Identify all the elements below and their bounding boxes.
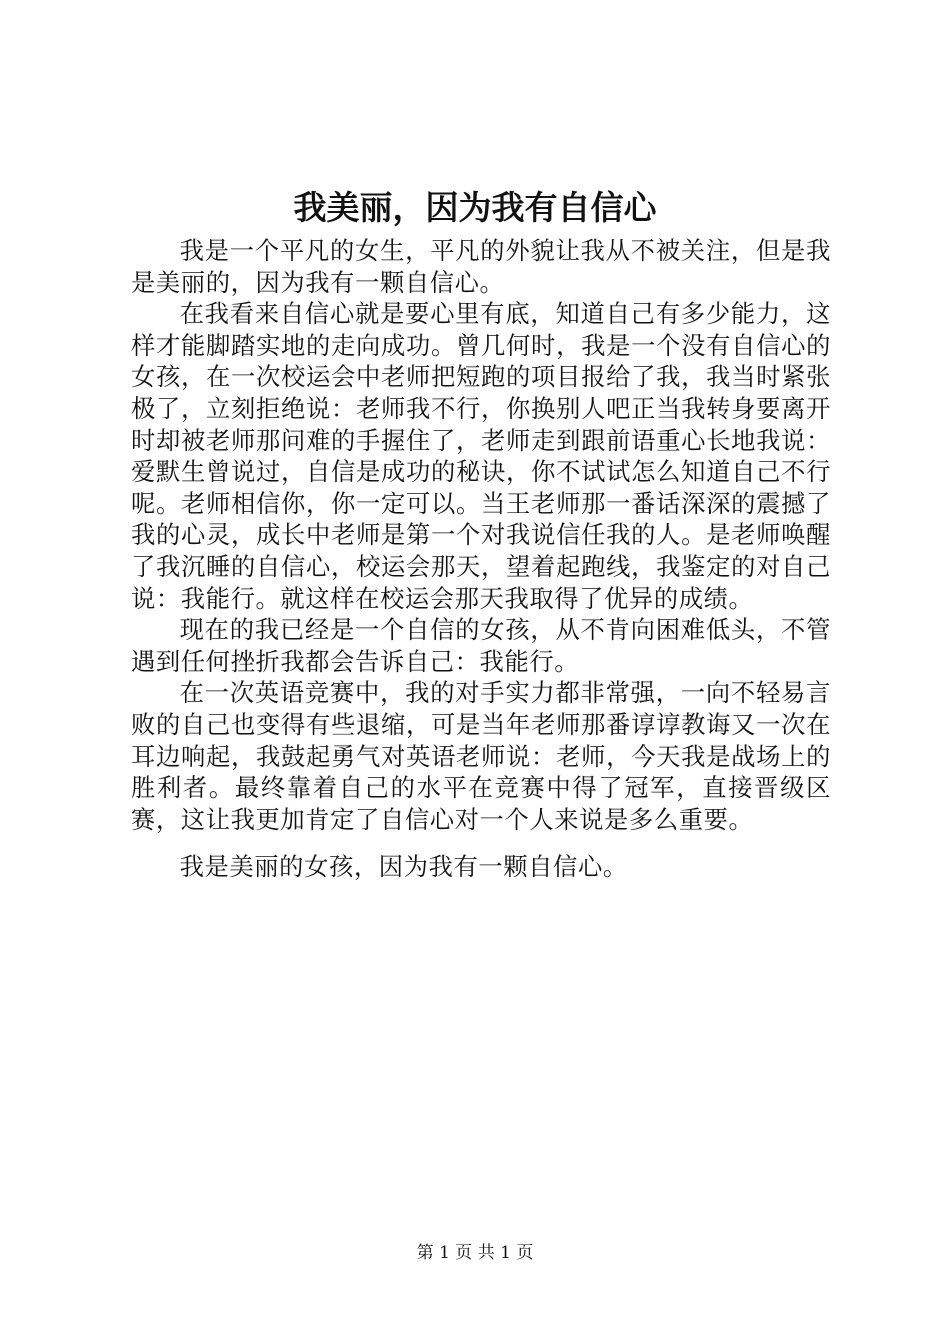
paragraph-3: 现在的我已经是一个自信的女孩，从不肯向困难低头，不管遇到任何挫折我都会告诉自己：我能行。 — [131, 615, 831, 676]
paragraph-5: 我是美丽的女孩，因为我有一颗自信心。 — [179, 852, 628, 882]
document-body — [131, 235, 831, 883]
paragraph-1: 我是一个平凡的女生，平凡的外貌让我从不被关注，但是我是美丽的，因为我有一颗自信心。 — [131, 236, 831, 297]
paragraph-2: 在我看来自信心就是要心里有底，知道自己有多少能力，这样才能脚踏实地的走向成功。曾几何时，我是一个没有自信心的女孩，在一次校运会中老师把短跑的项目报给了我，我当时紧张极了，立刻拒绝说：老师我不行，你换别人吧正当我转身要离开时却被老师那问难的手握住了，老师走到跟前语重心长地我说：爱默生曾说过，自信是成功的秘诀，你不试试怎么知道自己不行呢。老师相信你，你一定可以。当王老师那一番话深深的震撼了我的心灵，成长中老师是第一个对我说信任我的人。是老师唤醒了我沉睡的自信心，校运会那天，望着起跑线，我鉴定的对自己说：我能行。就这样在校运会那天我取得了优异的成绩。 — [131, 299, 831, 613]
paragraph-spacer — [131, 835, 831, 851]
paragraph-4: 在一次英语竞赛中，我的对手实力都非常强，一向不轻易言败的自己也变得有些退缩，可是当年老师那番谆谆教诲又一次在耳边响起，我鼓起勇气对英语老师说：老师，今天我是战场上的胜利者。最终靠着自己的水平在竞赛中得了冠军，直接晋级区赛，这让我更加肯定了自信心对一个人来说是多么重要。 — [131, 678, 831, 834]
document-title: 我美丽，因为我有自信心 — [293, 188, 657, 227]
page-footer: 第 1 页 共 1 页 — [416, 1243, 534, 1263]
